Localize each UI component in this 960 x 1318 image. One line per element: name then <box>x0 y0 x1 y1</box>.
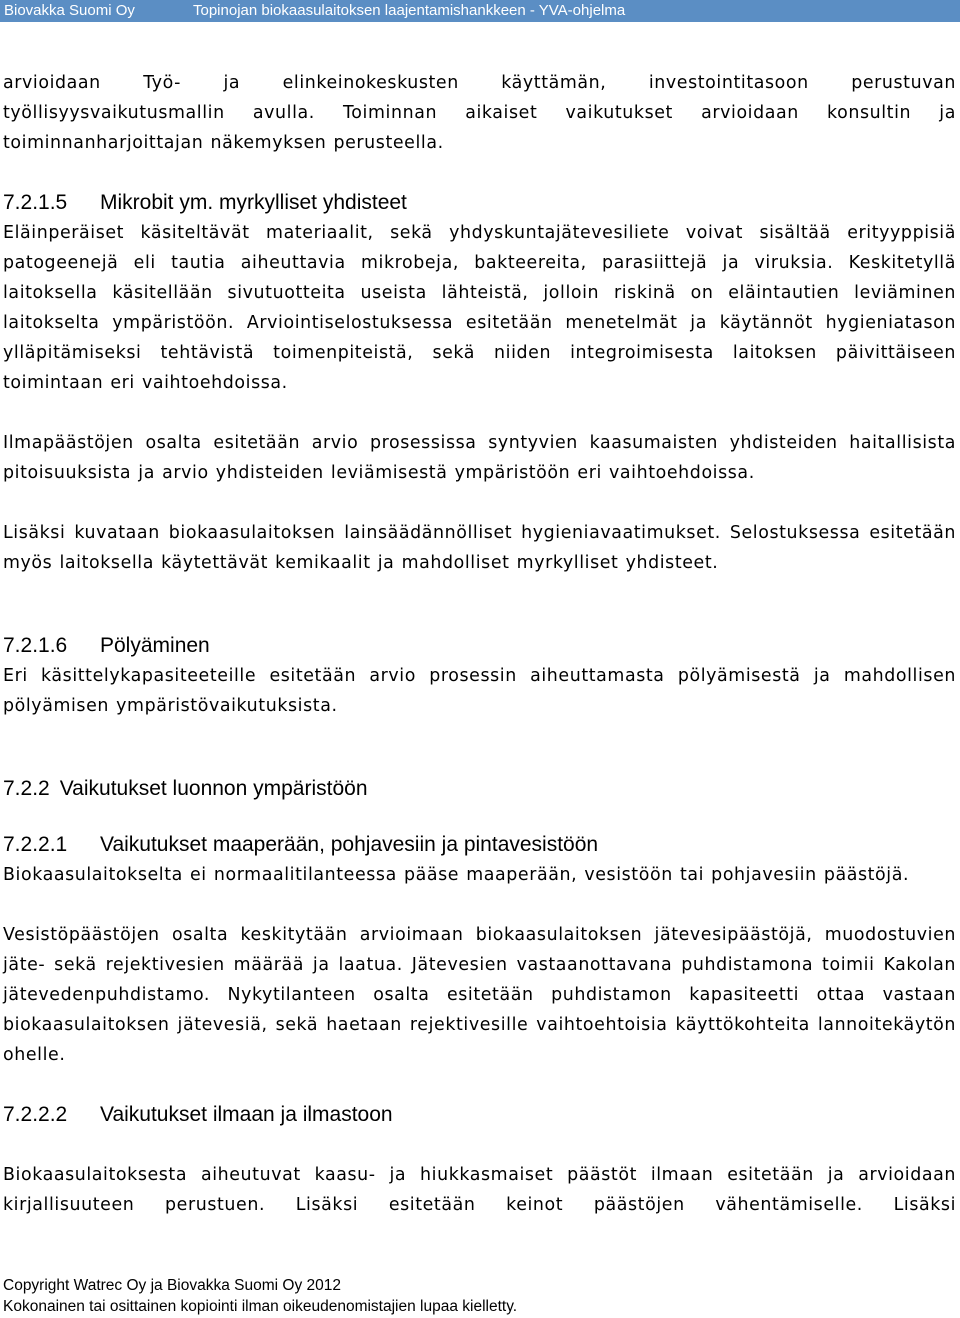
section-heading-7222 <box>3 1100 956 1130</box>
paragraph: Biokaasulaitokselta ei normaalitilanteessa pääse maaperään, vesistöön tai pohjavesiin päästöjä. <box>3 865 910 885</box>
footer-notice: Kokonainen tai osittainen kopiointi ilman oikeudenomistajien lupaa kielletty. <box>3 1298 518 1315</box>
intro-paragraph: arvioidaan Työ- ja elinkeinokeskusten käyttämän, investointitasoon perustuvan työllisyysvaikutusmallin avulla. Toiminnan aikaiset vaikutukset arvioidaan konsultin ja toiminnanharjoittajan näkemyksen perusteella. <box>3 73 956 153</box>
section-title: Vaikutukset maaperään, pohjavesiin ja pintavesistöön <box>100 833 599 856</box>
section-heading-7221 <box>3 830 956 860</box>
section-heading-7216 <box>3 631 956 661</box>
page-header <box>0 0 960 22</box>
footer-copyright: Copyright Watrec Oy ja Biovakka Suomi Oy 2012 <box>3 1277 341 1294</box>
section-title: Pölyäminen <box>100 634 210 657</box>
section-number: 7.2.2.1 <box>3 833 68 856</box>
section-number: 7.2.1.5 <box>3 191 68 214</box>
paragraph: Lisäksi kuvataan biokaasulaitoksen lainsäädännölliset hygieniavaatimukset. Selostuksessa esitetään myös laitoksella käytettävät kemikaalit ja mahdolliset myrkylliset yhdisteet. <box>3 523 956 573</box>
paragraph: Eläinperäiset käsiteltävät materiaalit, sekä yhdyskuntajätevesiliete voivat sisältää erityyppisiä patogeenejä eli tautia aiheuttavia mikrobeja, bakteereita, parasiittejä ja viruksia. Keskitetyllä laitoksella käsitellään sivutuotteita useista lähteistä, jolloin riskinä on eläintautien leviäminen laitokselta ympäristöön. Arviointiselostuksessa esitetään menetelmät ja käytännöt hygieniatason ylläpitämiseksi tehtävistä toimenpiteistä, sekä niiden integroimisesta laitoksen päivittäiseen toimintaan eri vaihtoehdoissa. <box>3 223 956 393</box>
document-body <box>3 68 956 1220</box>
header-project-title: Topinojan biokaasulaitoksen laajentamishankkeen - YVA-ohjelma <box>193 2 626 19</box>
section-number: 7.2.2.2 <box>3 1103 68 1126</box>
section-title: Vaikutukset ilmaan ja ilmastoon <box>100 1103 393 1126</box>
paragraph: Biokaasulaitoksesta aiheutuvat kaasu- ja hiukkasmaiset päästöt ilmaan esitetään ja arvioidaan kirjallisuuteen perustuen. Lisäksi esitetään keinot päästöjen vähentämiselle. Lisäksi <box>3 1165 956 1215</box>
page-footer <box>3 1275 956 1317</box>
header-organization: Biovakka Suomi Oy <box>4 2 135 19</box>
section-title: Mikrobit ym. myrkylliset yhdisteet <box>100 191 407 214</box>
section-number: 7.2.2 <box>3 777 50 800</box>
section-heading-7215 <box>3 188 956 218</box>
section-number: 7.2.1.6 <box>3 634 68 657</box>
paragraph: Ilmapäästöjen osalta esitetään arvio prosessissa syntyvien kaasumaisten yhdisteiden haitallisista pitoisuuksista ja arvio yhdisteiden leviämisestä ympäristöön eri vaihtoehdoissa. <box>3 433 956 483</box>
section-title: Vaikutukset luonnon ympäristöön <box>59 777 368 800</box>
paragraph: Vesistöpäästöjen osalta keskitytään arvioimaan biokaasulaitoksen jätevesipäästöjä, muodostuvien jäte- sekä rejektivesien määrää ja laatua. Jätevesien vastaanottavana puhdistamona toimii Kakolan jätevedenpuhdistamo. Nykytilanteen osalta esitetään puhdistamon kapasiteetti ottaa vastaan biokaasulaitoksen jätevesiä, sekä haetaan rejektivesille vaihtoehtoisia käyttökohteita lannoitekäytön ohelle. <box>3 925 956 1065</box>
paragraph: Eri käsittelykapasiteeteille esitetään arvio prosessin aiheuttamasta pölyämisestä ja mahdollisen pölyämisen ympäristövaikutuksista. <box>3 666 956 716</box>
section-heading-722 <box>3 774 956 804</box>
